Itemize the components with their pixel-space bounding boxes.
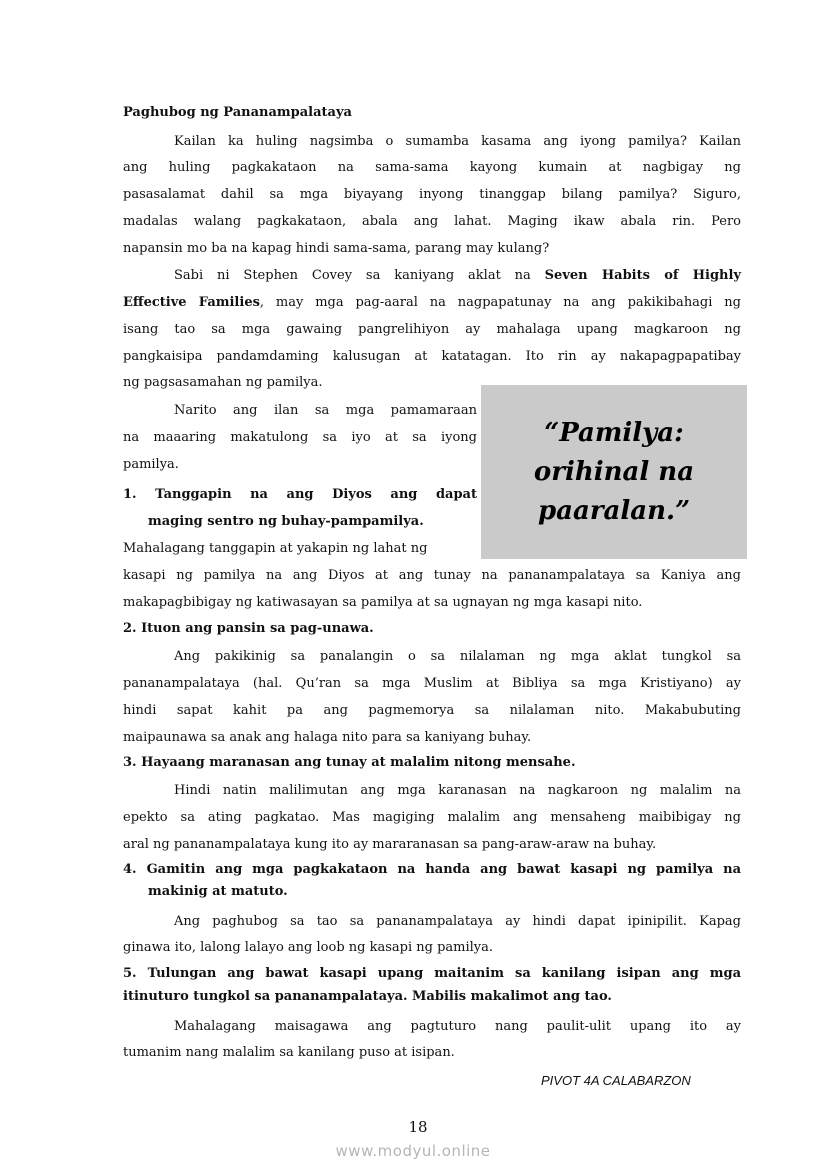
quote-line: paaralan.” xyxy=(537,495,691,526)
text-line: madalas walang pagkakataon, abala ang lahat. Maging ikaw abala rin. Pero xyxy=(123,214,741,229)
item-heading: 2. Ituon ang pansin sa pag-unawa. xyxy=(123,621,374,636)
item-heading: 1. Tanggapin na ang Diyos ang dapat xyxy=(123,487,477,502)
quote-line: orihinal na xyxy=(533,456,695,487)
text-line: pangkaisipa pandamdaming kalusugan at katatagan. Ito rin ay nakapagpapatibay xyxy=(123,349,741,364)
source-label: PIVOT 4A CALABARZON xyxy=(541,1073,691,1088)
watermark: www.modyul.online xyxy=(335,1142,491,1160)
page-number: 18 xyxy=(408,1118,428,1136)
text-line: ang huling pagkakataon na sama-sama kayong kumain at nagbigay ng xyxy=(123,160,741,175)
section-title: Paghubog ng Pananampalataya xyxy=(123,105,352,120)
text-line: Ang pakikinig sa panalangin o sa nilalaman ng mga aklat tungkol sa xyxy=(174,649,741,664)
text-line: Hindi natin malilimutan ang mga karanasan na nagkaroon ng malalim na xyxy=(174,783,741,798)
text-line: kasapi ng pamilya na ang Diyos at ang tunay na pananampalataya sa Kaniya ang xyxy=(123,568,741,583)
quote-line: “Pamilya: xyxy=(544,417,684,448)
text-line: pamilya. xyxy=(123,457,179,472)
text-line: makapagbibigay ng katiwasayan sa pamilya at sa ugnayan ng mga kasapi nito. xyxy=(123,595,643,610)
text-line: isang tao sa mga gawaing pangrelihiyon ay mahalaga upang magkaroon ng xyxy=(123,322,741,337)
text-line: pasasalamat dahil sa mga biyayang inyong tinanggap bilang pamilya? Siguro, xyxy=(123,187,741,202)
text-line: na maaaring makatulong sa iyo at sa iyong xyxy=(123,430,477,445)
book-title: Seven Habits of Highly xyxy=(544,268,741,283)
text-line: tumanim nang malalim sa kanilang puso at isipan. xyxy=(123,1045,455,1060)
text-line: maipaunawa sa anak ang halaga nito para sa kaniyang buhay. xyxy=(123,730,532,745)
item-heading: 3. Hayaang maranasan ang tunay at malalim nitong mensahe. xyxy=(123,755,576,770)
text-line: Narito ang ilan sa mga pamamaraan xyxy=(174,403,477,418)
item-heading: itinuturo tungkol sa pananampalataya. Mabilis makalimot ang tao. xyxy=(123,989,612,1004)
text-line: epekto sa ating pagkatao. Mas magiging malalim ang mensaheng maibibigay ng xyxy=(123,810,741,825)
text-line: aral ng pananampalataya kung ito ay mararanasan sa pang-araw-araw na buhay. xyxy=(123,837,657,852)
text-line: napansin mo ba na kapag hindi sama-sama, parang may kulang? xyxy=(123,241,550,256)
text-line: Kailan ka huling nagsimba o sumamba kasama ang iyong pamilya? Kailan xyxy=(174,134,741,149)
item-heading: 5. Tulungan ang bawat kasapi upang maitanim sa kanilang isipan ang mga xyxy=(123,966,741,981)
item-heading: makinig at matuto. xyxy=(148,884,288,899)
text-line: Ang paghubog sa tao sa pananampalataya ay hindi dapat ipinipilit. Kapag xyxy=(174,914,741,929)
text-line xyxy=(123,289,741,316)
text-line: hindi sapat kahit pa ang pagmemorya sa nilalaman nito. Makabubuting xyxy=(123,703,741,718)
text: , may mga pag-aaral na nagpapatunay na ang pakikibahagi ng xyxy=(259,295,741,310)
item-heading: 4. Gamitin ang mga pagkakataon na handa ang bawat kasapi ng pamilya na xyxy=(123,862,741,877)
text-line: Mahalagang maisagawa ang pagtuturo nang paulit-ulit upang ito ay xyxy=(174,1019,741,1034)
text-line: ng pagsasamahan ng pamilya. xyxy=(123,375,323,390)
text-line: ginawa ito, lalong lalayo ang loob ng kasapi ng pamilya. xyxy=(123,940,494,955)
text-line: Mahalagang tanggapin at yakapin ng lahat ng xyxy=(123,541,428,556)
text-line xyxy=(174,262,741,289)
text: Sabi ni Stephen Covey sa kaniyang aklat na xyxy=(174,268,545,283)
book-title: Effective Families xyxy=(123,295,260,310)
item-heading: maging sentro ng buhay-pampamilya. xyxy=(148,514,424,529)
text-line: pananampalataya (hal. Qu’ran sa mga Muslim at Bibliya sa mga Kristiyano) ay xyxy=(123,676,741,691)
